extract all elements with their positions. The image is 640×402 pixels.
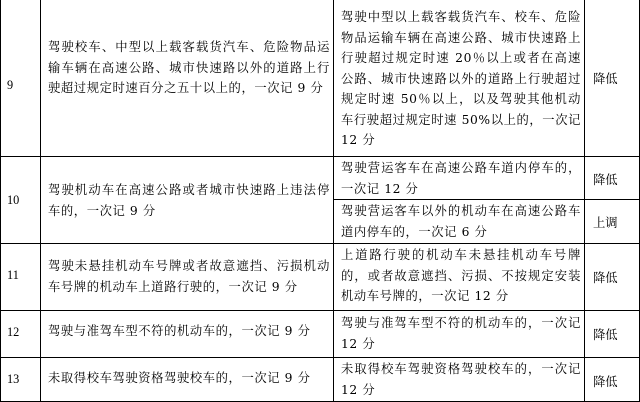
table-border: [0, 310, 640, 311]
change-label: 降低: [593, 271, 618, 285]
table-border: [334, 199, 640, 200]
change-label: 降低: [593, 72, 618, 86]
change-label: 降低: [593, 173, 618, 187]
old-rule-text: 驾驶机动车在高速公路或者城市快速路上违法停车的，一次记 9 分: [48, 183, 330, 218]
table-border: [40, 0, 41, 402]
old-rule-text: 未取得校车驾驶资格驾驶校车的，一次记 9 分: [48, 371, 311, 385]
change-label: 上调: [593, 216, 618, 230]
table-border: [0, 243, 640, 244]
row-number: 10: [7, 193, 20, 207]
old-rule-text: 驾驶未悬挂机动车号牌或者故意遮挡、污损机动车号牌的机动车上道路行驶的，一次记 9 分: [48, 259, 330, 294]
row-number: 11: [7, 268, 19, 282]
row-number: 9: [7, 78, 14, 92]
new-rule-text: 驾驶与准驾车型不符的机动车的，一次记 12 分: [341, 316, 581, 351]
change-label: 降低: [593, 328, 618, 342]
table-border: [0, 156, 640, 157]
row-number: 12: [7, 325, 20, 339]
table-border: [584, 0, 585, 402]
table-border: [0, 0, 1, 402]
new-rule-text: 驾驶中型以上载客载货汽车、校车、危险物品运输车辆在高速公路、城市快速路上行驶超过规定时速 20％以上或者在高速公路、城市快速路以外的道路上行驶超过规定时速 50％以上，以及驾驶其他机动车行驶超过规定时速 50%以上的，一次记 12 分: [341, 10, 581, 147]
table-border: [0, 357, 640, 358]
row-number: 13: [7, 372, 20, 386]
old-rule-text: 驾驶校车、中型以上载客载货汽车、危险物品运输车辆在高速公路、城市快速路以外的道路上行驶超过规定时速百分之五十以上的，一次记 9 分: [48, 40, 330, 95]
new-rule-text: 驾驶营运客车在高速公路车道内停车的，一次记 12 分: [341, 161, 581, 196]
new-rule-text: 驾驶营运客车以外的机动车在高速公路车道内停车的，一次记 6 分: [341, 204, 581, 239]
old-rule-text: 驾驶与准驾车型不符的机动车的，一次记 9 分: [48, 324, 311, 338]
new-rule-text: 未取得校车驾驶资格驾驶校车的，一次记 12 分: [341, 362, 581, 397]
change-label: 降低: [593, 375, 618, 389]
table-border: [333, 0, 334, 402]
new-rule-text: 上道路行驶的机动车未悬挂机动车号牌的，或者故意遮挡、污损、不按规定安装机动车号牌的，一次记 12 分: [341, 248, 581, 303]
